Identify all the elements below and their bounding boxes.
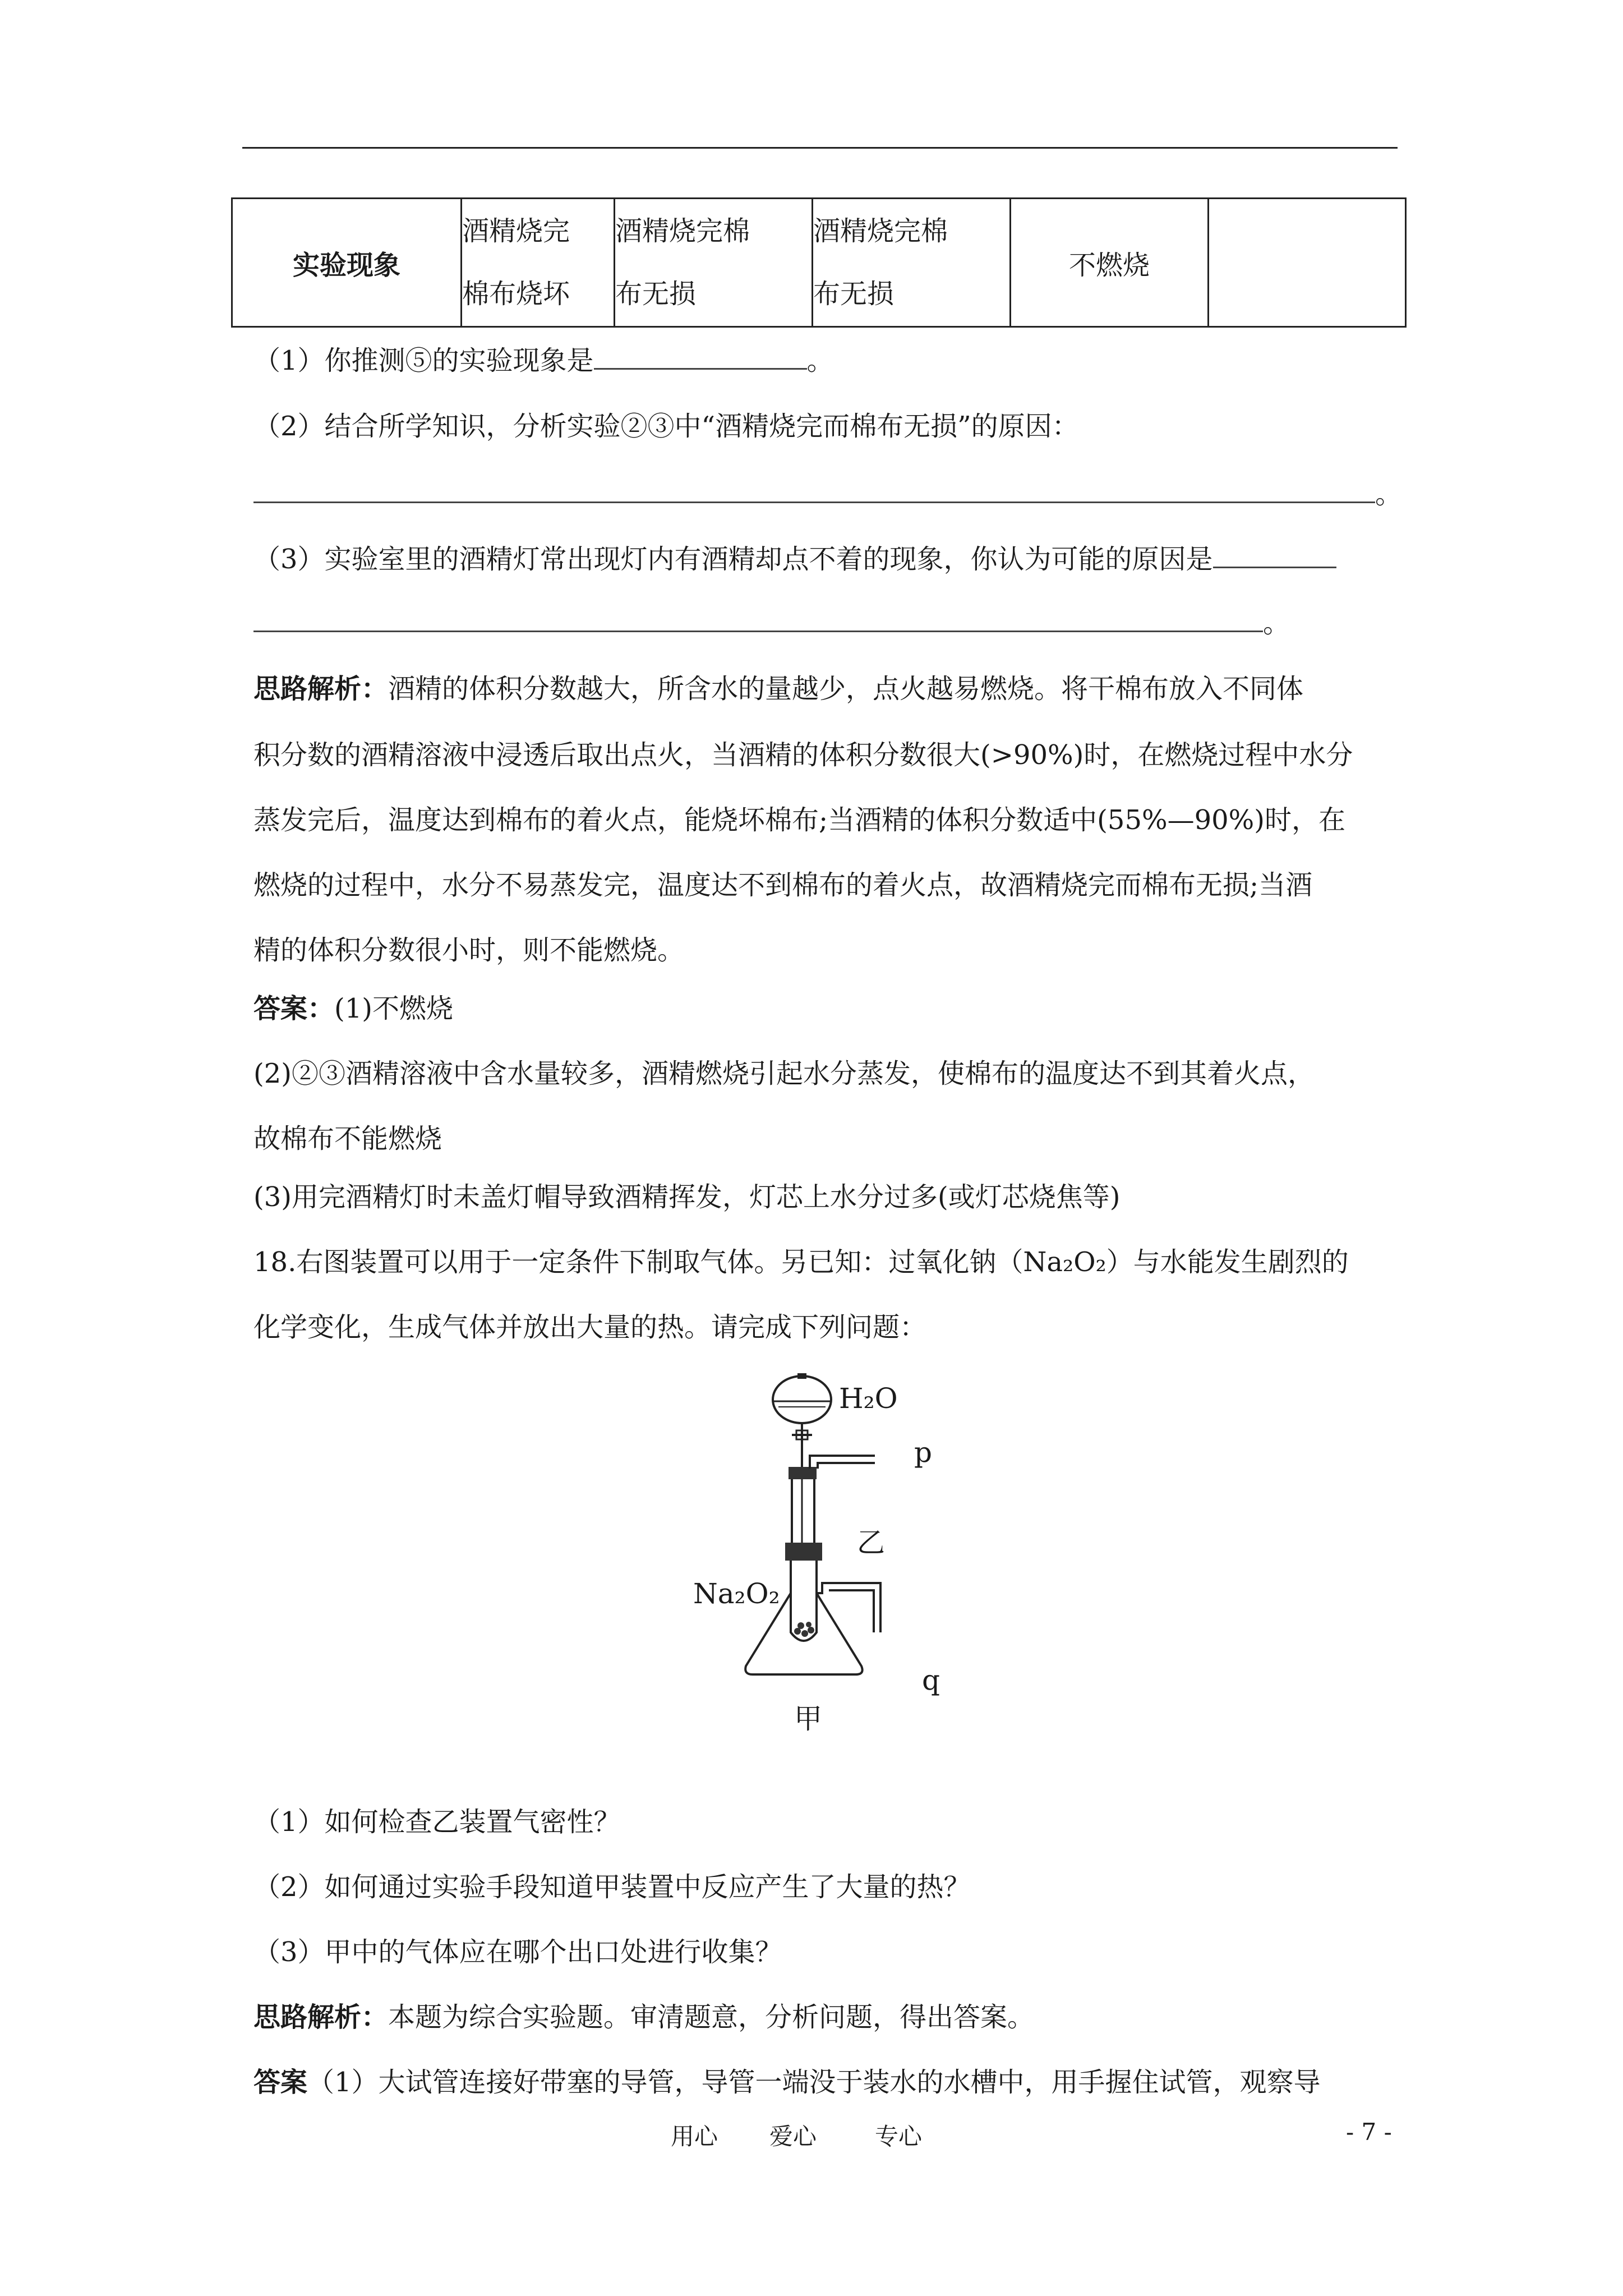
- funnel-bulb: [773, 1376, 831, 1423]
- analysis-2: [253, 2000, 1034, 2034]
- label-h2o: H₂O: [839, 1382, 898, 1415]
- analysis-1-line-2: 积分数的酒精溶液中浸透后取出点火，当酒精的体积分数很大(>90%)时，在燃烧过程中水分: [253, 739, 1353, 771]
- answer-text: (1)不燃烧: [334, 993, 454, 1024]
- cell-line: 布无损: [813, 278, 895, 310]
- footer-3: 专心: [875, 2123, 923, 2150]
- label-q: q: [922, 1664, 940, 1696]
- table-cell-2: [615, 199, 813, 327]
- question-18-line-1: 18.右图装置可以用于一定条件下制取气体。另已知：过氧化钠（Na₂O₂）与水能发生剧烈的: [253, 1246, 1349, 1278]
- answer-blank: [594, 343, 807, 370]
- question-3-blank: [253, 606, 1290, 640]
- analysis-label: 思路解析：: [253, 2001, 389, 2033]
- table-cell-1: [462, 199, 615, 327]
- answer-1-line-2: (2)②③酒精溶液中含水量较多，酒精燃烧引起水分蒸发，使棉布的温度达不到其着火点，: [253, 1058, 1315, 1089]
- analysis-1-line-5: 精的体积分数很小时，则不能燃烧。: [253, 935, 685, 966]
- table-row: [232, 199, 1406, 327]
- question-18-sub-2: （2）如何通过实验手段知道甲装置中反应产生了大量的热？: [253, 1871, 971, 1903]
- table-cell-5: [1209, 199, 1406, 327]
- analysis-text: 本题为综合实验题。审清题意，分析问题，得出答案。: [388, 2001, 1035, 2033]
- observation-table: [231, 197, 1407, 328]
- label-yi: 乙: [857, 1526, 885, 1559]
- stopper-flask: [785, 1543, 822, 1561]
- question-text: （1）你推测⑤的实验现象是: [253, 345, 594, 376]
- analysis-1-line-3: 蒸发完后，温度达到棉布的着火点，能烧坏棉布;当酒精的体积分数适中(55%—90%)时，在: [253, 804, 1346, 836]
- cell-line: 布无损: [615, 278, 697, 310]
- question-1: [253, 343, 834, 378]
- header-rule: [242, 147, 1398, 149]
- question-3: [253, 542, 1336, 576]
- answer-2: [253, 2065, 1321, 2099]
- answer-1-line-4: (3)用完酒精灯时未盖灯帽导致酒精挥发，灯芯上水分过多(或灯芯烧焦等): [253, 1181, 1121, 1213]
- answer-blank: [1213, 542, 1336, 568]
- question-text: （3）实验室里的酒精灯常出现灯内有酒精却点不着的现象，你认为可能的原因是: [253, 544, 1213, 575]
- question-18-line-2: 化学变化，生成气体并放出大量的热。请完成下列问题：: [253, 1312, 927, 1343]
- analysis-text: 酒精的体积分数越大，所含水的量越少，点火越易燃烧。将干棉布放入不同体: [388, 673, 1304, 705]
- question-2: （2）结合所学知识，分析实验②③中“酒精烧完而棉布无损”的原因：: [253, 411, 1079, 442]
- label-na2o2: Na₂O₂: [693, 1577, 780, 1610]
- cell-line: 酒精烧完: [462, 215, 570, 247]
- page-number: - 7 -: [1346, 2118, 1392, 2146]
- label-jia: 甲: [794, 1703, 822, 1735]
- question-2-blank: [253, 477, 1402, 511]
- table-header-cell: 实验现象: [232, 199, 462, 327]
- analysis-1-line-1: [253, 672, 1303, 706]
- cell-line: 棉布烧坏: [462, 278, 570, 310]
- question-18-sub-3: （3）甲中的气体应在哪个出口处进行收集？: [253, 1936, 782, 1968]
- question-18-sub-1: （1）如何检查乙装置气密性？: [253, 1806, 621, 1838]
- label-p: p: [914, 1436, 933, 1469]
- answer-1-line-1: [253, 992, 453, 1025]
- table-cell-4: 不燃烧: [1011, 199, 1209, 327]
- cell-line: 酒精烧完棉: [813, 215, 948, 247]
- stopper-top: [789, 1467, 817, 1479]
- punct: 。: [1375, 478, 1403, 510]
- answer-1-line-3: 故棉布不能燃烧: [253, 1123, 442, 1154]
- answer-blank: [253, 477, 1375, 503]
- punct: 。: [806, 345, 834, 376]
- answer-text: （1）大试管连接好带塞的导管，导管一端没于装水的水槽中，用手握住试管，观察导: [307, 2067, 1321, 2098]
- footer-1: 用心: [671, 2123, 718, 2150]
- cell-line: 酒精烧完棉: [615, 215, 750, 247]
- answer-label: 答案: [253, 2067, 308, 2098]
- answer-label: 答案：: [253, 993, 335, 1024]
- analysis-label: 思路解析：: [253, 673, 389, 705]
- answer-blank: [253, 606, 1263, 632]
- punct: 。: [1263, 608, 1290, 639]
- analysis-1-line-4: 燃烧的过程中，水分不易蒸发完，温度达不到棉布的着火点，故酒精烧完而棉布无损;当酒: [253, 869, 1313, 901]
- footer-2: 爱心: [769, 2123, 817, 2150]
- table-cell-3: [813, 199, 1011, 327]
